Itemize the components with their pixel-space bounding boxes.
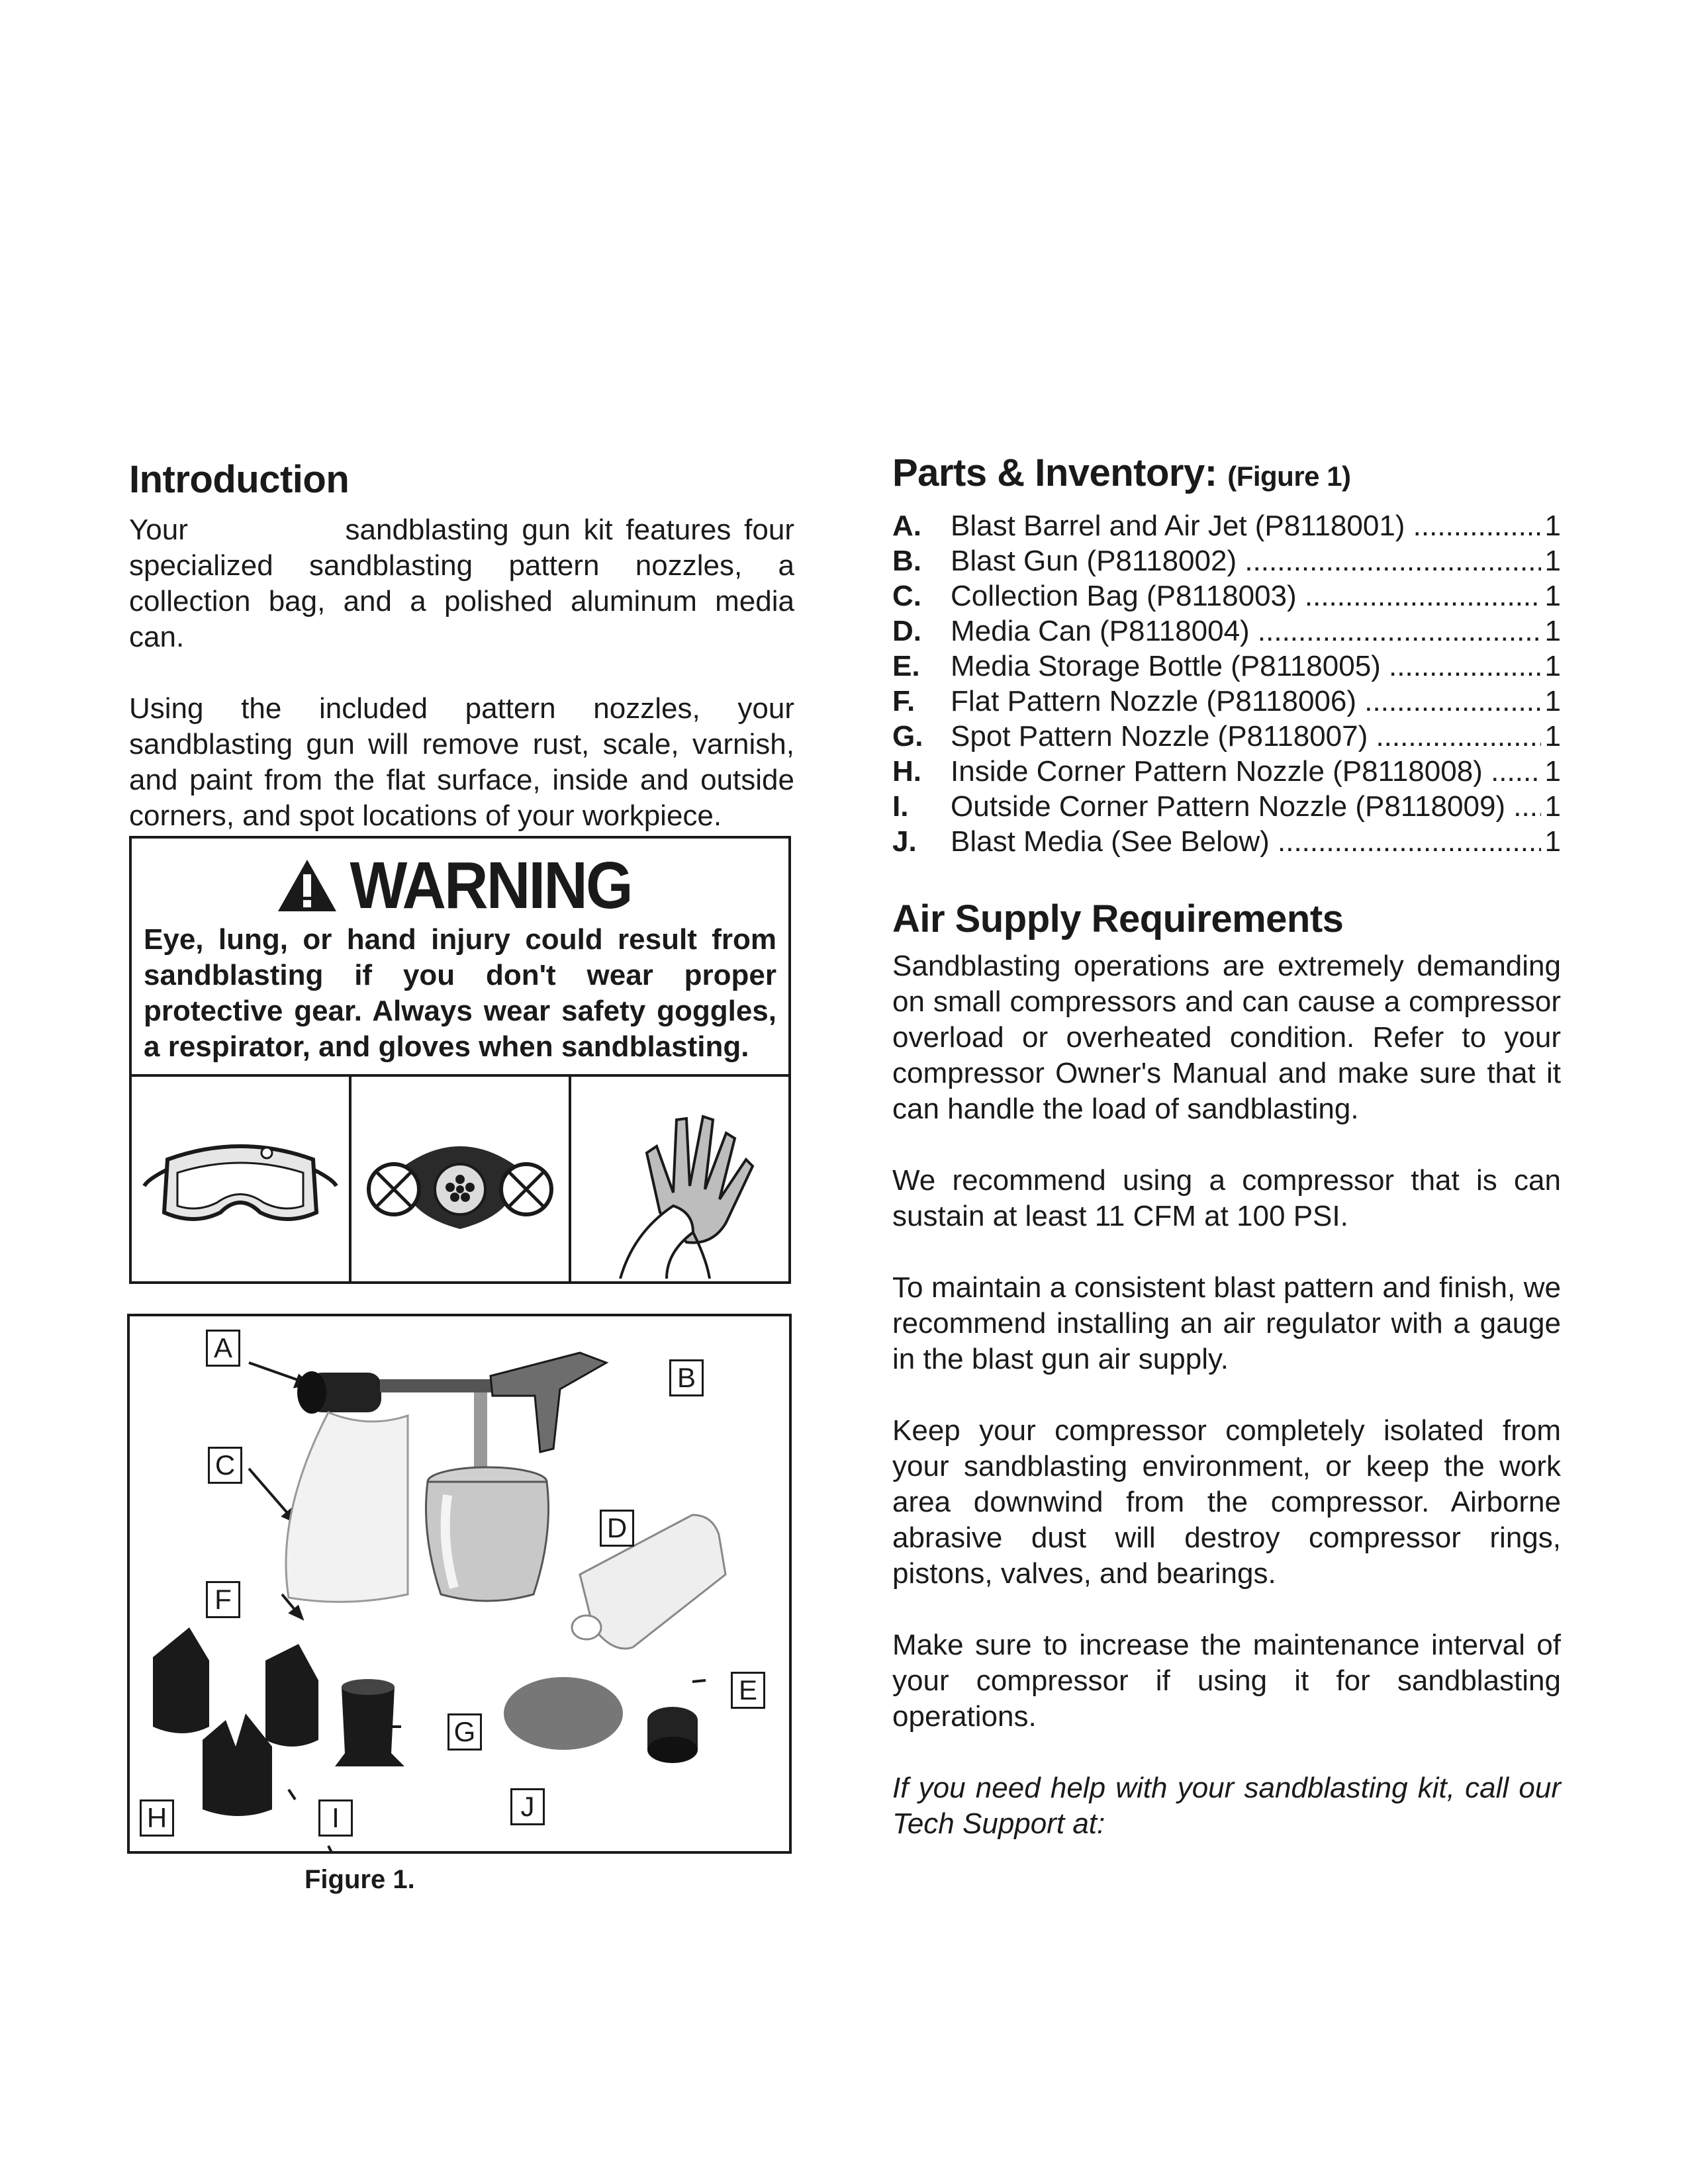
introduction-paragraph-2: Using the included pattern nozzles, your sandblasting gun will remove rust, scale, varnish, and paint from the flat surface, inside and outside corners, and spot locations of your workpiece. (129, 692, 794, 832)
part-name: Blast Media (See Below) ..... (951, 824, 1541, 859)
right-column (892, 450, 1561, 1842)
part-key: D. (892, 614, 921, 647)
part-key: F. (892, 684, 915, 717)
part-name: Flat Pattern Nozzle (P8118006) ..... (951, 684, 1541, 719)
part-qty: 1 (1544, 825, 1561, 858)
part-name: Media Storage Bottle (P8118005) ..... (951, 649, 1541, 684)
part-qty: 1 (1544, 614, 1561, 647)
gloves-icon (594, 1080, 766, 1279)
air-supply-paragraph-2: We recommend using a compressor that is can sustain at least 11 CFM at 100 PSI. (892, 1164, 1561, 1233)
left-column (129, 457, 803, 834)
list-item (892, 719, 1561, 754)
warning-header (132, 839, 788, 1077)
label-e: E (731, 1672, 765, 1709)
air-supply-heading: Air Supply Requirements (892, 897, 1344, 940)
respirator-cell (352, 1077, 571, 1281)
part-name: Inside Corner Pattern Nozzle (P8118008) ..... (951, 754, 1541, 789)
part-qty: 1 (1544, 790, 1561, 823)
safety-goggles-icon (141, 1113, 340, 1246)
parts-figure (127, 1314, 792, 1854)
part-name: Blast Barrel and Air Jet (P8118001) ..... (951, 508, 1541, 543)
label-d: D (600, 1510, 634, 1547)
safety-gear-icons (132, 1077, 788, 1281)
part-qty: 1 (1544, 719, 1561, 752)
part-name: Media Can (P8118004) ..... (951, 614, 1541, 649)
parts-list (892, 508, 1561, 859)
part-qty: 1 (1544, 509, 1561, 542)
part-name: Collection Bag (P8118003) ..... (951, 578, 1541, 614)
label-h: H (140, 1799, 174, 1837)
parts-inventory-title: Parts & Inventory: (892, 451, 1217, 494)
introduction-paragraph-1: Your sandblasting gun kit features four specialized sandblasting pattern nozzles, a collection bag, and a polished aluminum media can. (129, 513, 803, 653)
list-item (892, 824, 1561, 859)
warning-triangle-icon (277, 858, 338, 913)
air-supply-paragraph-4: Keep your compressor completely isolated from your sandblasting environment, or keep the work area downwind from the compressor. Airborne abrasive dust will destroy compressor rings, pistons, valves, and bearings. (892, 1414, 1561, 1590)
list-item (892, 649, 1561, 684)
warning-title-text: WARNING (350, 848, 632, 923)
label-i: I (318, 1799, 353, 1837)
list-item (892, 684, 1561, 719)
introduction-heading: Introduction (129, 458, 350, 501)
label-a: A (206, 1330, 240, 1367)
part-qty: 1 (1544, 579, 1561, 612)
air-supply-paragraph-5: Make sure to increase the maintenance interval of your compressor if using it for sandblasting operations. (892, 1629, 1561, 1733)
part-key: G. (892, 719, 923, 752)
warning-message: Eye, lung, or hand injury could result from sandblasting if you don't wear proper protective gear. Always wear safety goggles, a respirator, and gloves when sandblasting. (144, 923, 776, 1063)
list-item (892, 578, 1561, 614)
list-item (892, 754, 1561, 789)
part-key: C. (892, 579, 921, 612)
part-name: Blast Gun (P8118002) ..... (951, 543, 1541, 578)
label-f: F (206, 1581, 240, 1618)
gloves-cell (571, 1077, 788, 1281)
part-key: J. (892, 825, 917, 858)
air-supply-paragraph-3: To maintain a consistent blast pattern and finish, we recommend installing an air regulator with a gauge in the blast gun air supply. (892, 1271, 1561, 1376)
part-key: H. (892, 754, 921, 788)
label-j: J (510, 1788, 545, 1825)
part-key: I. (892, 790, 909, 823)
warning-title (144, 839, 776, 922)
goggles-cell (132, 1077, 352, 1281)
part-qty: 1 (1544, 684, 1561, 717)
part-key: E. (892, 649, 920, 682)
tech-support-note: If you need help with your sandblasting kit, call our Tech Support at: (892, 1772, 1561, 1841)
parts-inventory-figure-ref: (Figure 1) (1227, 461, 1351, 492)
part-name: Spot Pattern Nozzle (P8118007) ..... (951, 719, 1541, 754)
parts-inventory-heading (892, 450, 1561, 496)
figure-caption: Figure 1. (305, 1865, 415, 1894)
part-qty: 1 (1544, 754, 1561, 788)
list-item (892, 789, 1561, 824)
label-c: C (208, 1447, 242, 1484)
part-key: B. (892, 544, 921, 577)
part-qty: 1 (1544, 649, 1561, 682)
list-item (892, 614, 1561, 649)
air-supply-paragraph-1: Sandblasting operations are extremely demanding on small compressors and can cause a compressor overload or overheated condition. Refer to your compressor Owner's Manual and make sure that it can handle the load of sandblasting. (892, 950, 1561, 1126)
part-key: A. (892, 509, 921, 542)
part-name: Outside Corner Pattern Nozzle (P8118009) ..... (951, 789, 1541, 824)
label-g: G (447, 1713, 482, 1751)
part-qty: 1 (1544, 544, 1561, 577)
warning-box (129, 836, 791, 1284)
label-b: B (669, 1359, 704, 1396)
list-item (892, 508, 1561, 543)
respirator-icon (364, 1113, 556, 1246)
list-item (892, 543, 1561, 578)
